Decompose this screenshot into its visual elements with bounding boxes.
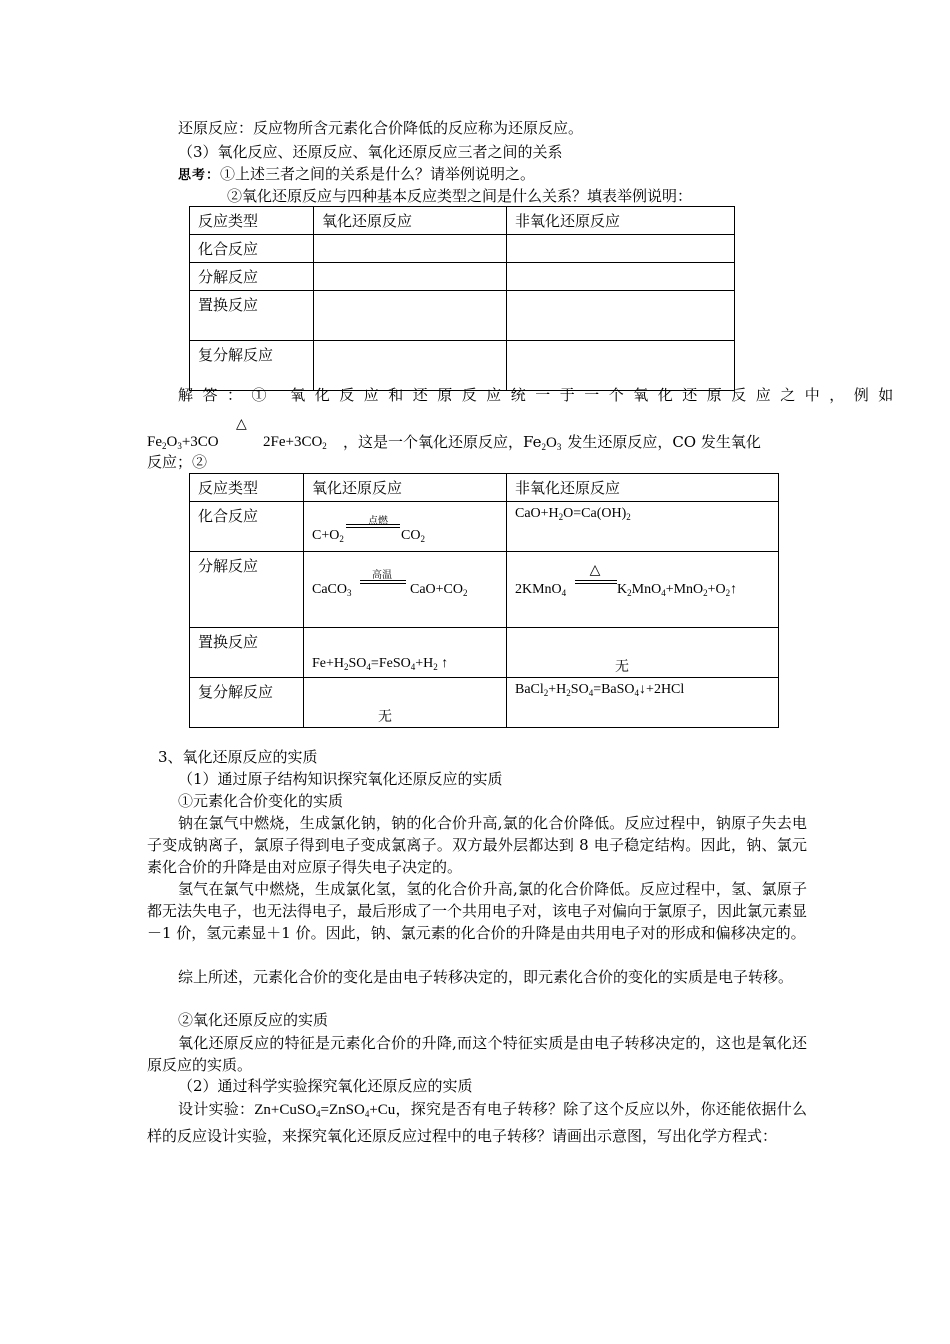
eq-sub: 2 <box>322 441 327 451</box>
eq-sub: 3 <box>556 442 562 452</box>
decomposition-nonredox-cell <box>507 552 779 628</box>
eq-sub: 3 <box>177 441 182 451</box>
metathesis-nonredox-cell <box>507 678 779 728</box>
t2-header-nonredox: 非氧化还原反应 <box>507 474 779 502</box>
paragraph-essence: 氧化还原反应的特征是元素化合价的升降,而这个特征实质是由电子转移决定的，这也是氧化还原反应的实质。 <box>147 1034 807 1074</box>
eq-o: O <box>166 434 178 450</box>
t1-row-label: 复分解反应 <box>190 341 314 391</box>
t2-row-label: 分解反应 <box>190 552 304 628</box>
t1-empty-cell <box>314 341 507 391</box>
none-text: 无 <box>615 659 629 675</box>
experiment-text: ，探究是否有电子转移？除了这个反应以外，你还能依据什么样的反应设计实验，来探究氧化还原反应过程中的电子转移？请画出示意图，写出化学方程式： <box>147 1100 807 1145</box>
eq-kmno4: 2KMnO$_4$ <box>515 582 567 598</box>
eq-fe-h2so4: $Fe+H_2SO_4=FeSO_4+H_2$ ↑ <box>312 656 449 672</box>
eq-cao-co2: $CaO+CO_2$ <box>410 582 468 598</box>
t1-empty-cell <box>507 341 735 391</box>
paragraph-experiment <box>147 1098 807 1147</box>
decomposition-redox-cell <box>304 552 507 628</box>
think-q1: ①上述三者之间的关系是什么？请举例说明之。 <box>220 165 536 183</box>
condition-ignite: 点燃 <box>368 516 388 527</box>
paragraph-hydrogen: 氢气在氯气中燃烧，生成氯化氢，氢的化合价升高,氯的化合价降低。反应过程中，氢、氯原子都无法失电子，也无法得电子，最后形成了一个共用电子对，该电子对偏向于氯原子，因此氯元素显－1 价，氢元素显＋1 价。因此，钠、氯元素的化合价的升降是由共用电子对的形成和偏移决定的。 <box>147 880 808 942</box>
eq-o: O <box>545 435 557 451</box>
condition-heat: △ <box>589 562 601 578</box>
answer-table <box>189 473 779 728</box>
reaction-equals <box>360 580 406 584</box>
t1-header-nonredox: 非氧化还原反应 <box>507 207 735 235</box>
eq-sub: 2 <box>162 441 167 451</box>
section-3-title: 3、氧化还原反应的实质 <box>158 748 318 766</box>
eq-bacl2-h2so4: $BaCl_2+H_2SO_4=BaSO_4↓+2HCl$ <box>515 682 685 698</box>
answer-line-3: 反应；② <box>147 453 208 471</box>
displacement-nonredox-cell <box>507 628 779 678</box>
paragraph-sodium: 钠在氯气中燃烧，生成氯化钠，钠的化合价升高,氯的化合价降低。反应过程中，钠原子失去电子变成钠离子，氯原子得到电子变成氯离子。双方最外层都达到 8 电子稳定结构。因此，钠、氯元素化合价的升降是由对应原子得失电子决定的。 <box>147 814 807 876</box>
section-3-sub1: （1）通过原子结构知识探究氧化还原反应的实质 <box>178 770 503 788</box>
t1-empty-cell <box>507 291 735 341</box>
line-reduction-def: 还原反应：反应物所含元素化合价降低的反应称为还原反应。 <box>178 119 584 137</box>
t1-empty-cell <box>314 263 507 291</box>
combination-nonredox-cell <box>507 502 779 552</box>
t2-header-type: 反应类型 <box>190 474 304 502</box>
condition-high-temp: 高温 <box>372 570 392 581</box>
t2-row-label: 复分解反应 <box>190 678 304 728</box>
t1-row-label: 化合反应 <box>190 235 314 263</box>
eq-co2: $CO_2$ <box>401 528 425 544</box>
experiment-label: 设计实验： <box>178 1100 255 1118</box>
section-3-sub1b: ②氧化还原反应的实质 <box>178 1011 329 1029</box>
eq-fe: Fe <box>147 434 162 450</box>
none-text: 无 <box>378 709 392 725</box>
eq-tail-2: 发生还原反应，CO 发生氧化 <box>567 433 761 451</box>
answer-line-1: 解答：① 氧化反应和还原反应统一于一个氧化还原反应之中，例如 <box>178 386 903 404</box>
combination-redox-cell <box>304 502 507 552</box>
section-3-sub1a: ①元素化合价变化的实质 <box>178 792 344 810</box>
think-q2: ②氧化还原反应与四种基本反应类型之间是什么关系？填表举例说明： <box>227 187 693 205</box>
t2-row-label: 化合反应 <box>190 502 304 552</box>
t1-header-type: 反应类型 <box>190 207 314 235</box>
t1-empty-cell <box>314 291 507 341</box>
paragraph-summary: 综上所述，元素化合价的变化是由电子转移决定的，即元素化合价的变化的实质是电子转移。 <box>178 968 794 986</box>
triangle-heat-symbol: △ <box>236 416 247 432</box>
eq-caco3: CaCO$_3$ <box>312 582 352 598</box>
reaction-equals <box>575 580 617 584</box>
blank-table <box>189 206 735 391</box>
eq-plus-co: +3CO <box>181 434 219 450</box>
eq-k2mno4-products: $K_2MnO_4+MnO_2+O_2↑$ <box>617 582 738 598</box>
t2-row-label: 置换反应 <box>190 628 304 678</box>
line-relationship: （3）氧化反应、还原反应、氧化还原反应三者之间的关系 <box>178 143 563 161</box>
answer-eq-explanation <box>343 432 761 457</box>
eq-cao-h2o: $CaO+H_2O=Ca(OH)_2$ <box>515 506 631 522</box>
t1-header-redox: 氧化还原反应 <box>314 207 507 235</box>
think-line-1 <box>178 164 535 186</box>
t1-empty-cell <box>507 263 735 291</box>
eq-zn-cuso4: Zn+CuSO$_4$=ZnSO$_4$+Cu <box>254 1102 396 1119</box>
t1-row-label: 分解反应 <box>190 263 314 291</box>
metathesis-redox-cell <box>304 678 507 728</box>
t1-empty-cell <box>507 235 735 263</box>
eq-c-o2: $C+O_2$ <box>312 528 344 544</box>
reaction-equals <box>346 524 400 528</box>
eq-right: 2Fe+3CO <box>263 434 323 450</box>
section-3-sub2: （2）通过科学实验探究氧化还原反应的实质 <box>178 1077 473 1095</box>
think-label: 思考： <box>178 168 221 183</box>
t1-row-label: 置换反应 <box>190 291 314 341</box>
eq-sub: 2 <box>541 442 546 452</box>
t1-empty-cell <box>314 235 507 263</box>
eq-tail: ，这是一个氧化还原反应，Fe <box>343 433 542 451</box>
displacement-redox-cell <box>304 628 507 678</box>
t2-header-redox: 氧化还原反应 <box>304 474 507 502</box>
answer-equation-right <box>263 432 327 456</box>
